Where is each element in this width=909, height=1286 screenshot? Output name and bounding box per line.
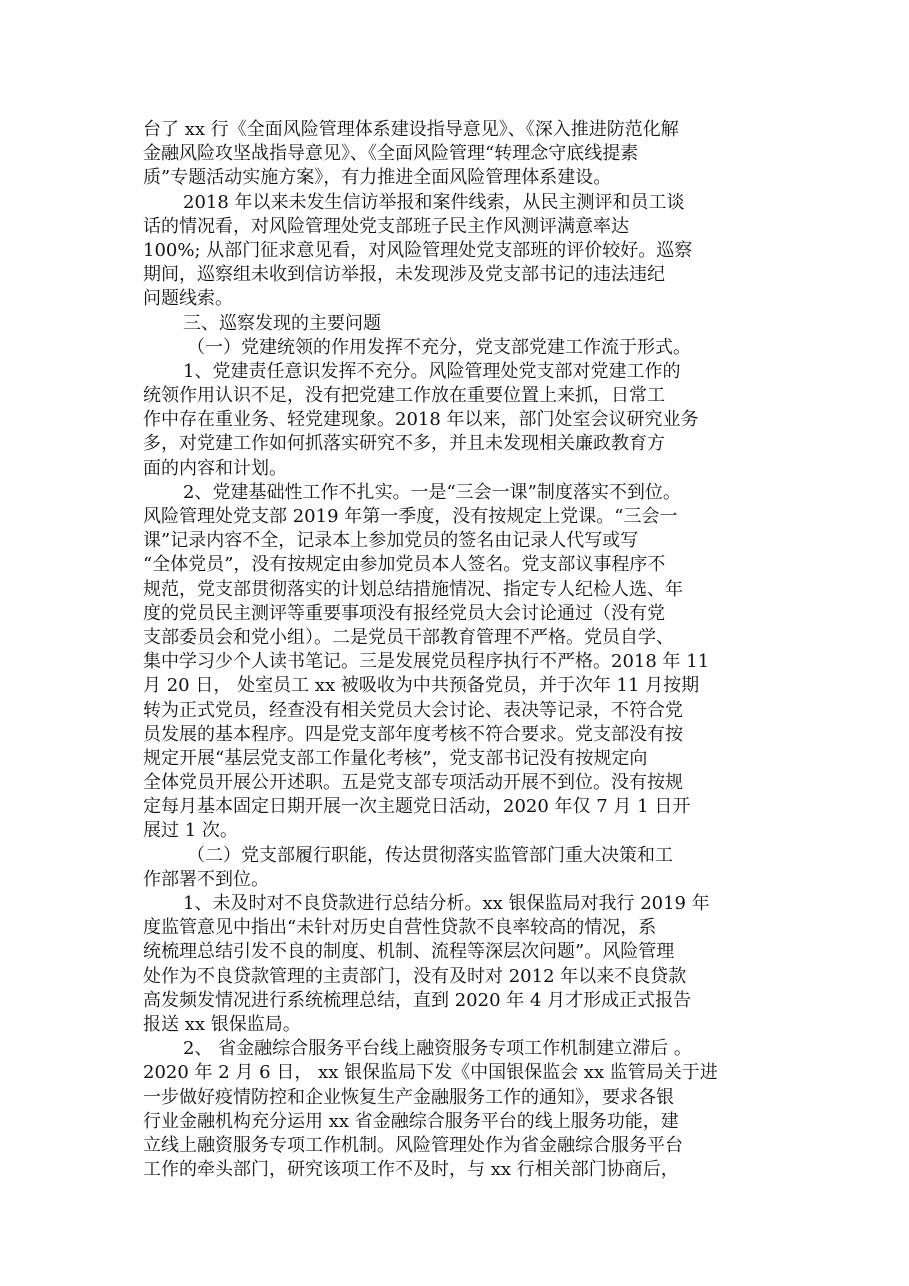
text-line: 规范，党支部贯彻落实的计划总结措施情况、指定专人纪检人选、年	[143, 578, 683, 600]
text-line: 全体党员开展公开述职。五是党支部专项活动开展不到位。没有按规	[143, 772, 683, 794]
text-line: 2、 省金融综合服务平台线上融资服务专项工作机制建立滞后 。	[183, 1038, 692, 1060]
text-line: 统梳理总结引发不良的制度、机制、流程等深层次问题”。风险管理	[143, 941, 675, 963]
text-line: 台了 xx 行《全面风险管理体系建设指导意见》、《深入推进防范化解	[143, 119, 679, 140]
text-line: “全体党员”，没有按规定由参加党员本人签名。党支部议事程序不	[143, 554, 666, 576]
text-line: （一）党建统领的作用发挥不充分，党支部党建工作流于形式。	[187, 336, 691, 358]
text-line: 风险管理处党支部 2019 年第一季度，没有按规定上党课。“三会一	[143, 506, 678, 527]
text-line: 问题线索。	[143, 288, 233, 310]
text-line: 面的内容和计划。	[143, 457, 287, 479]
text-line: 报送 xx 银保监局。	[143, 1013, 301, 1035]
text-line: 2、党建基础性工作不扎实。一是“三会一课”制度落实不到位。	[183, 481, 681, 503]
text-line: 作中存在重业务、轻党建现象。2018 年以来，部门处室会议研究业务	[143, 409, 699, 431]
text-line: 定每月基本固定日期开展一次主题党日活动，2020 年仅 7 月 1 日开	[143, 796, 691, 818]
text-line: 课”记录内容不全，记录本上参加党员的签名由记录人代写或写	[143, 530, 639, 552]
text-line: 1、党建责任意识发挥不充分。风险管理处党支部对党建工作的	[183, 360, 681, 382]
text-line: 度的党员民主测评等重要事项没有报经党员大会讨论通过（没有党	[143, 602, 665, 624]
document-page	[143, 118, 773, 1182]
text-line: 高发频发情况进行系统梳理总结，直到 2020 年 4 月才形成正式报告	[143, 989, 692, 1011]
text-line: 支部委员会和党小组）。二是党员干部教育管理不严格。党员自学、	[143, 626, 674, 648]
text-line: 立线上融资服务专项工作机制。风险管理处作为省金融综合服务平台	[143, 1134, 683, 1156]
text-line: 2018 年以来未发生信访举报和案件线索，从民主测评和员工谈	[183, 191, 685, 213]
text-line: 工作的牵头部门，研究该项工作不及时，与 xx 行相关部门协商后，	[143, 1159, 679, 1181]
text-line: 集中学习少个人读书笔记。三是发展党员程序执行不严格。2018 年 11	[143, 651, 710, 673]
text-line: 统领作用认识不足，没有把党建工作放在重要位置上来抓，日常工	[143, 385, 665, 407]
text-line: 一步做好疫情防控和企业恢复生产金融服务工作的通知》，要求各银	[143, 1086, 674, 1108]
text-line: 100%; 从部门征求意见看，对风险管理处党支部班的评价较好。巡察	[143, 239, 693, 261]
text-line: 月 20 日， 处室员工 xx 被吸收为中共预备党员，并于次年 11 月按期	[143, 675, 700, 697]
text-line: 多，对党建工作如何抓落实研究不多，并且未发现相关廉政教育方	[143, 433, 665, 455]
text-line: 三、巡察发现的主要问题	[183, 312, 381, 334]
text-line: 1、未及时对不良贷款进行总结分析。xx 银保监局对我行 2019 年	[183, 893, 710, 914]
text-line: （二）党支部履行职能，传达贯彻落实监管部门重大决策和工	[187, 844, 673, 866]
text-line: 金融风险攻坚战指导意见》、《全面风险管理“转理念守底线提素	[143, 143, 639, 165]
text-line: 行业金融机构充分运用 xx 省金融综合服务平台的线上服务功能，建	[143, 1110, 679, 1132]
text-line: 展过 1 次。	[143, 820, 238, 842]
text-line: 员发展的基本程序。四是党支部年度考核不符合要求。党支部没有按	[143, 723, 683, 745]
text-line: 转为正式党员，经查没有相关党员大会讨论、表决等记录，不符合党	[143, 699, 683, 721]
text-line: 话的情况看，对风险管理处党支部班子民主作风测评满意率达	[143, 215, 629, 237]
text-line: 2020 年 2 月 6 日， xx 银保监局下发《中国银保监会 xx 监管局关于进	[143, 1062, 718, 1084]
text-line: 质”专题活动实施方案》，有力推进全面风险管理体系建设。	[143, 167, 612, 189]
text-line: 度监管意见中指出“未针对历史自营性贷款不良率较高的情况，系	[143, 917, 657, 939]
text-line: 处作为不良贷款管理的主责部门，没有及时对 2012 年以来不良贷款	[143, 965, 687, 987]
text-line: 规定开展“基层党支部工作量化考核”，党支部书记没有按规定向	[143, 747, 648, 769]
text-line: 期间，巡察组未收到信访举报，未发现涉及党支部书记的违法违纪	[143, 264, 665, 286]
text-line: 作部署不到位。	[143, 868, 269, 890]
